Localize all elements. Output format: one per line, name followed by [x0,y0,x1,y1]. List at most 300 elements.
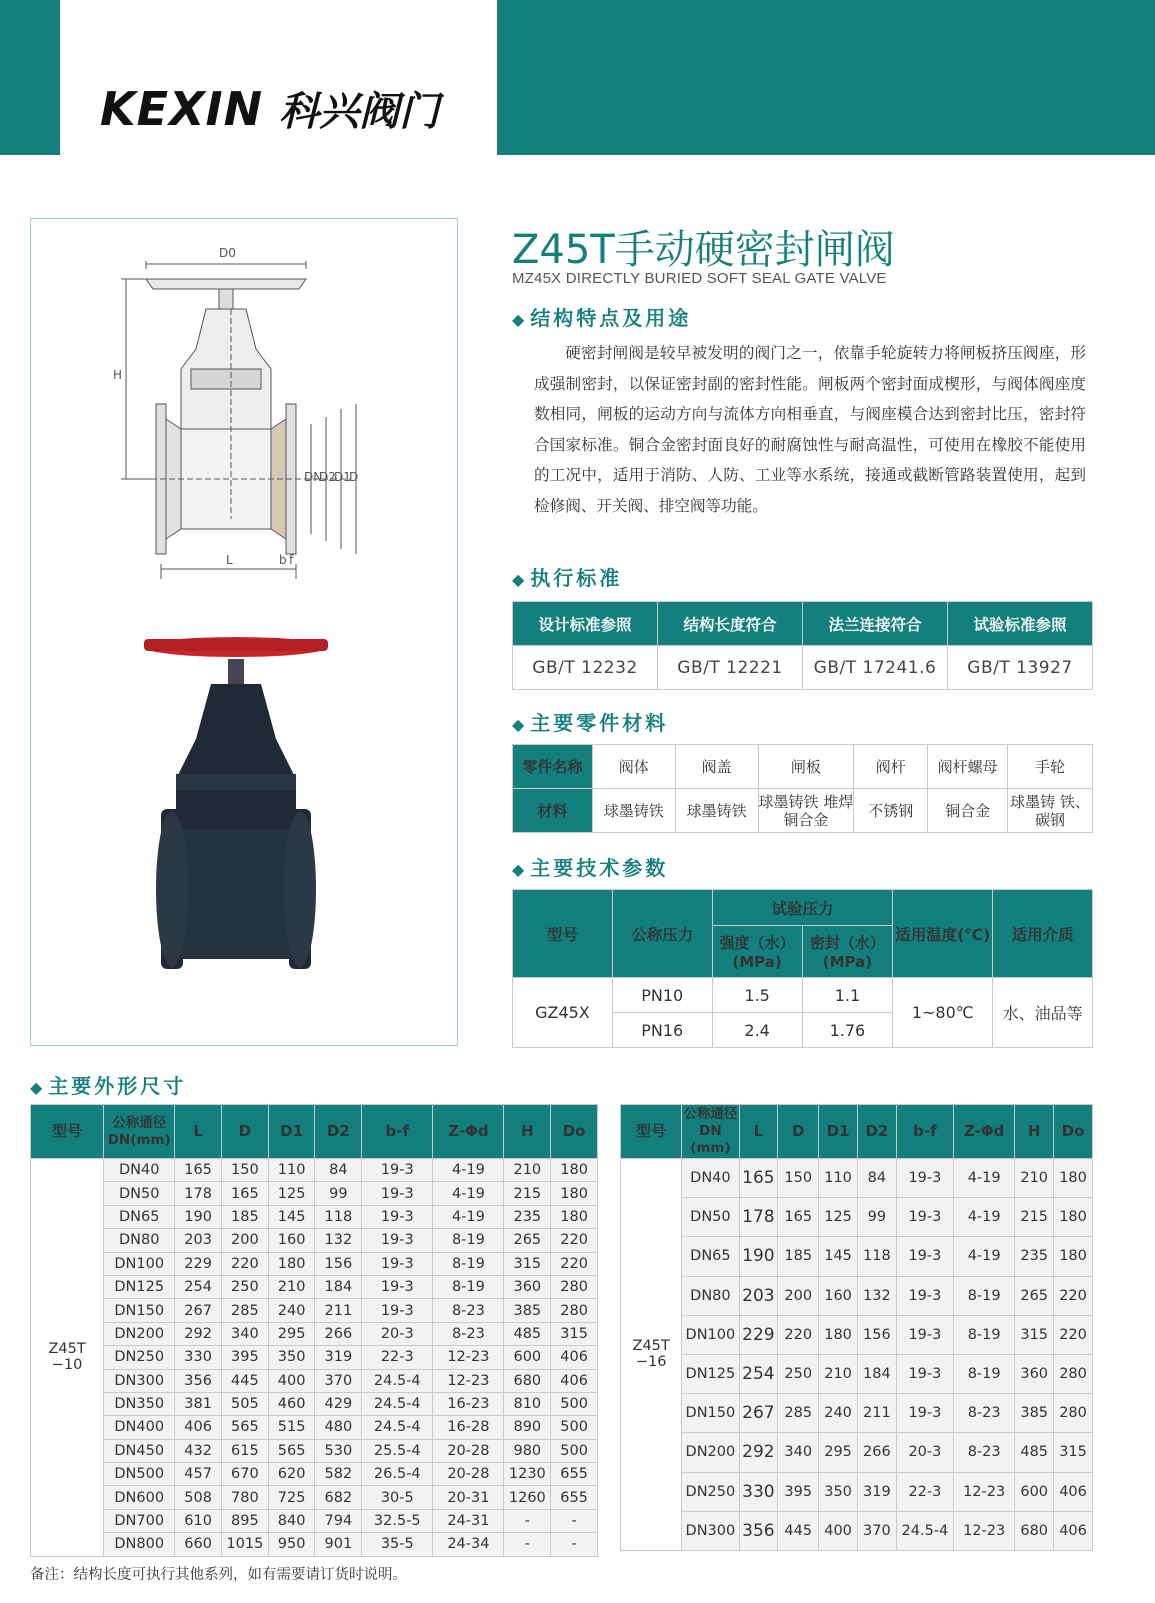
dim-cell: 156 [857,1315,896,1354]
dim-cell: 340 [778,1433,819,1472]
dim-cell: 220 [1054,1315,1093,1354]
dim-cell: 620 [268,1463,315,1486]
dim-cell: DN250 [104,1346,175,1369]
dim-cell: 180 [551,1205,598,1228]
dim-cell: DN125 [104,1275,175,1298]
dim-cell: 429 [315,1392,362,1415]
dim-cell: 4-19 [954,1159,1015,1198]
dim-cell: 210 [504,1159,551,1182]
dim-cell: DN150 [682,1394,739,1433]
section-heading-materials [512,707,668,736]
dim-cell: 165 [222,1182,269,1205]
dim-cell: 180 [819,1315,858,1354]
dim-cell: 395 [222,1346,269,1369]
dim-cell: 84 [857,1159,896,1198]
table-row [621,1511,1093,1550]
tech-strength: 2.4 [712,1013,802,1048]
table-row [31,1416,598,1439]
dim-cell: 211 [857,1394,896,1433]
dim-cell: 400 [819,1511,858,1550]
dim-cell: 8-23 [433,1299,504,1322]
dim-header: Z-Φd [954,1105,1015,1159]
dim-cell: 655 [551,1486,598,1509]
dim-cell: 901 [315,1533,362,1556]
dim-cell: DN150 [104,1299,175,1322]
dim-cell: 8-19 [433,1229,504,1252]
dim-cell: 19-3 [896,1394,953,1433]
dim-cell: 460 [268,1392,315,1415]
dim-cell: 110 [819,1159,858,1198]
dim-cell: 200 [222,1229,269,1252]
drawing-label-d1: D1 [334,470,351,484]
standards-header: 法兰连接符合 [803,602,948,646]
dim-cell: 360 [1015,1354,1054,1393]
dim-header: 型号 [31,1105,104,1159]
dim-cell: 8-23 [954,1433,1015,1472]
drawing-label-h: H [113,368,123,382]
dim-cell: 16-23 [433,1392,504,1415]
dim-cell: 19-3 [362,1205,433,1228]
tech-header: 密封（水）(MPa) [802,926,893,978]
tech-header: 型号 [513,890,613,978]
dim-cell: 267 [739,1394,778,1433]
tech-seal: 1.1 [802,978,893,1013]
dim-header: b-f [362,1105,433,1159]
part-name: 阀杆螺母 [928,745,1008,789]
dim-cell: DN100 [104,1252,175,1275]
dim-cell: 184 [857,1354,896,1393]
part-name: 阀盖 [675,745,758,789]
dim-cell: 315 [1015,1315,1054,1354]
table-row [31,1182,598,1205]
table-row [621,1237,1093,1276]
tech-header: 适用介质 [993,890,1093,978]
dim-cell: 20-31 [433,1486,504,1509]
dim-cell: 19-3 [896,1354,953,1393]
dim-cell: 1230 [504,1463,551,1486]
table-row [31,1509,598,1532]
dim-cell: 385 [504,1299,551,1322]
dim-cell: DN800 [104,1533,175,1556]
table-row [31,1159,598,1182]
dim-cell: 265 [504,1229,551,1252]
dim-cell: 295 [819,1433,858,1472]
dim-cell: 340 [222,1322,269,1345]
dim-cell: 8-19 [433,1252,504,1275]
dimensions-table-pn10 [30,1104,598,1557]
dim-header: Do [1054,1105,1093,1159]
dim-cell: 240 [819,1394,858,1433]
brand-logo [100,80,439,137]
dim-cell: 20-28 [433,1463,504,1486]
dim-model: Z45T −10 [31,1159,104,1557]
table-row [31,1439,598,1462]
logo-chinese: 科兴阀门 [279,89,440,135]
dim-cell: 84 [315,1159,362,1182]
product-title: Z45T手动硬密封闸阀 [512,227,895,273]
dim-cell: 660 [175,1533,222,1556]
dim-cell: 19-3 [362,1229,433,1252]
part-name: 手轮 [1008,745,1093,789]
dim-cell: DN500 [104,1463,175,1486]
tech-header: 试验压力 [712,890,893,926]
dim-cell: 215 [504,1182,551,1205]
standards-value: GB/T 13927 [948,646,1093,690]
dim-cell: 265 [1015,1276,1054,1315]
dim-cell: 200 [778,1276,819,1315]
dim-cell: 150 [778,1159,819,1198]
dim-cell: 980 [504,1439,551,1462]
dim-cell: 145 [819,1237,858,1276]
dim-cell: 457 [175,1463,222,1486]
dimensions-table-pn16 [620,1104,1093,1551]
dim-cell: 810 [504,1392,551,1415]
dim-cell: 24.5-4 [362,1416,433,1439]
product-photo [144,637,328,969]
drawing-label-b: b [279,553,287,567]
dim-header: 公称通径DN (mm) [682,1105,739,1159]
part-name: 阀体 [592,745,675,789]
dim-cell: 8-19 [954,1354,1015,1393]
dim-cell: 400 [268,1369,315,1392]
dim-cell: 445 [222,1369,269,1392]
diamond-icon: ◆ [512,715,525,734]
dim-cell: 24.5-4 [362,1369,433,1392]
dim-cell: 350 [819,1472,858,1511]
dim-cell: 655 [551,1463,598,1486]
dim-model: Z45T −16 [621,1159,682,1551]
dim-cell: 485 [504,1322,551,1345]
dim-cell: DN65 [104,1205,175,1228]
dim-cell: 565 [222,1416,269,1439]
dim-header: L [739,1105,778,1159]
dim-cell: 432 [175,1439,222,1462]
dim-cell: 16-28 [433,1416,504,1439]
header-right-bar [497,0,1155,155]
dim-cell: 350 [268,1346,315,1369]
dim-cell: DN600 [104,1486,175,1509]
drawing-label-l: L [226,553,233,567]
dim-cell: 4-19 [433,1205,504,1228]
dim-header: D1 [819,1105,858,1159]
product-subtitle: MZ45X DIRECTLY BURIED SOFT SEAL GATE VALVE [512,270,887,287]
dim-cell: 250 [222,1275,269,1298]
section-title: 主要零件材料 [530,711,669,735]
drawing-label-d2: D2 [319,470,336,484]
dim-cell: 682 [315,1486,362,1509]
dim-cell: 4-19 [954,1237,1015,1276]
standards-header: 设计标准参照 [513,602,658,646]
dim-cell: 370 [857,1511,896,1550]
technical-drawing [121,261,359,579]
table-row [31,1252,598,1275]
dim-cell: 445 [778,1511,819,1550]
dim-cell: 4-19 [954,1198,1015,1237]
dim-cell: 180 [551,1159,598,1182]
dim-cell: 406 [1054,1511,1093,1550]
tech-strength: 1.5 [712,978,802,1013]
dim-cell: 356 [175,1369,222,1392]
dim-cell: 610 [175,1509,222,1532]
dim-cell: 266 [857,1433,896,1472]
dim-cell: 360 [504,1275,551,1298]
dim-cell: 615 [222,1439,269,1462]
dim-cell: 254 [175,1275,222,1298]
dim-cell: 8-23 [433,1322,504,1345]
dim-cell: 395 [778,1472,819,1511]
dim-header: b-f [896,1105,953,1159]
dim-cell: 950 [268,1533,315,1556]
dim-header: Z-Φd [433,1105,504,1159]
dim-cell: 530 [315,1439,362,1462]
dim-cell: 160 [268,1229,315,1252]
table-row [31,1275,598,1298]
dim-cell: 292 [175,1322,222,1345]
dim-cell: 840 [268,1509,315,1532]
dim-cell: 285 [778,1394,819,1433]
table-row [31,1229,598,1252]
section-heading-tech [512,852,668,881]
materials-row-label: 零件名称 [513,745,593,789]
dim-cell: 185 [222,1205,269,1228]
dim-cell: 565 [268,1439,315,1462]
header-left-bar [0,0,60,155]
dim-header: D [778,1105,819,1159]
dim-cell: 381 [175,1392,222,1415]
drawing-label-f: f [289,553,294,567]
standards-value: GB/T 12221 [658,646,803,690]
dim-cell: 220 [222,1252,269,1275]
dim-header: L [175,1105,222,1159]
dim-header: 型号 [621,1105,682,1159]
section-title: 主要技术参数 [530,856,669,880]
dim-cell: 12-23 [433,1369,504,1392]
dim-cell: 24-31 [433,1509,504,1532]
material-value: 铜合金 [928,789,1008,833]
table-row [31,1486,598,1509]
dim-cell: 12-23 [433,1346,504,1369]
dim-cell: 20-28 [433,1439,504,1462]
dim-cell: - [551,1533,598,1556]
dim-cell: - [551,1509,598,1532]
dim-cell: 406 [551,1346,598,1369]
dim-cell: 12-23 [954,1511,1015,1550]
table-row [621,1315,1093,1354]
section-title: 主要外形尺寸 [48,1074,187,1098]
dim-cell: 8-19 [954,1315,1015,1354]
dim-cell: 20-3 [896,1433,953,1472]
tech-model: GZ45X [513,978,613,1048]
diamond-icon: ◆ [512,310,525,329]
dim-cell: 19-3 [362,1299,433,1322]
dim-cell: 20-3 [362,1322,433,1345]
table-row [621,1159,1093,1198]
dim-cell: 178 [175,1182,222,1205]
dim-cell: 315 [551,1322,598,1345]
dim-cell: 19-3 [896,1237,953,1276]
dim-cell: DN200 [104,1322,175,1345]
dim-cell: 280 [551,1299,598,1322]
dim-cell: 110 [268,1159,315,1182]
dim-cell: 180 [1054,1237,1093,1276]
dim-cell: 165 [778,1198,819,1237]
dim-cell: 235 [504,1205,551,1228]
dim-header: 公称通径DN(mm) [104,1105,175,1159]
dim-cell: 184 [315,1275,362,1298]
tech-temp: 1~80℃ [893,978,993,1048]
section-title: 结构特点及用途 [530,306,692,330]
dim-cell: 890 [504,1416,551,1439]
dim-cell: 165 [175,1159,222,1182]
tech-header: 强度（水）(MPa) [712,926,802,978]
tech-pn: PN10 [612,978,712,1013]
dim-cell: 215 [1015,1198,1054,1237]
dim-cell: DN80 [104,1229,175,1252]
dim-cell: 150 [222,1159,269,1182]
dim-cell: 185 [778,1237,819,1276]
dim-cell: 895 [222,1509,269,1532]
dim-cell: DN40 [104,1159,175,1182]
dim-cell: 356 [739,1511,778,1550]
dim-cell: 178 [739,1198,778,1237]
dim-cell: 725 [268,1486,315,1509]
dim-cell: 295 [268,1322,315,1345]
section-heading-features [512,302,691,331]
section-heading-standards [512,562,622,591]
dim-cell: 30-5 [362,1486,433,1509]
dim-cell: 508 [175,1486,222,1509]
tech-params-table [512,889,1093,1048]
dim-cell: 285 [222,1299,269,1322]
dim-cell: 235 [1015,1237,1054,1276]
standards-value: GB/T 12232 [513,646,658,690]
dim-cell: DN50 [104,1182,175,1205]
dim-cell: 229 [175,1252,222,1275]
dim-cell: 35-5 [362,1533,433,1556]
dim-cell: 210 [819,1354,858,1393]
dim-cell: 8-19 [433,1275,504,1298]
dim-cell: 1015 [222,1533,269,1556]
dim-cell: DN65 [682,1237,739,1276]
dim-cell: 203 [175,1229,222,1252]
dim-cell: DN250 [682,1472,739,1511]
dim-cell: 370 [315,1369,362,1392]
dim-cell: 220 [778,1315,819,1354]
table-row [31,1369,598,1392]
dim-cell: DN300 [104,1369,175,1392]
tech-medium: 水、油品等 [993,978,1093,1048]
dim-cell: 315 [1054,1433,1093,1472]
dim-cell: 180 [1054,1198,1093,1237]
dim-cell: 229 [739,1315,778,1354]
materials-row-label: 材料 [513,789,593,833]
diamond-icon: ◆ [512,860,525,879]
dim-cell: 266 [315,1322,362,1345]
dim-cell: 210 [1015,1159,1054,1198]
dim-cell: 670 [222,1463,269,1486]
dim-cell: 515 [268,1416,315,1439]
materials-table [512,744,1093,833]
dim-cell: DN300 [682,1511,739,1550]
material-value: 球墨铸 铁、碳钢 [1008,789,1093,833]
table-row [31,1346,598,1369]
dim-cell: 505 [222,1392,269,1415]
dim-cell: 4-19 [433,1182,504,1205]
table-row [621,1198,1093,1237]
standards-header: 试验标准参照 [948,602,1093,646]
material-value: 球墨铸铁 堆焊铜合金 [758,789,854,833]
table-row [31,1299,598,1322]
part-name: 阀杆 [854,745,928,789]
drawing-label-d0: D0 [219,246,236,260]
dim-cell: 280 [1054,1394,1093,1433]
dim-cell: 330 [739,1472,778,1511]
dim-header: D [222,1105,269,1159]
dim-cell: 19-3 [362,1182,433,1205]
dim-cell: 125 [268,1182,315,1205]
tech-header: 公称压力 [612,890,712,978]
dim-cell: 330 [175,1346,222,1369]
dim-cell: 406 [1054,1472,1093,1511]
table-row [31,1205,598,1228]
dim-cell: 250 [778,1354,819,1393]
dim-cell: DN50 [682,1198,739,1237]
dim-header: H [504,1105,551,1159]
dim-cell: 267 [175,1299,222,1322]
dim-cell: 132 [857,1276,896,1315]
table-row [621,1394,1093,1433]
dim-cell: 24.5-4 [896,1511,953,1550]
dim-cell: 406 [551,1369,598,1392]
dim-header: D1 [268,1105,315,1159]
dim-header: H [1015,1105,1054,1159]
dim-cell: 280 [1054,1354,1093,1393]
dim-cell: 12-23 [954,1472,1015,1511]
dim-cell: DN125 [682,1354,739,1393]
drawing-label-d: D [349,470,359,484]
dim-cell: 406 [175,1416,222,1439]
features-description: 硬密封闸阀是较早被发明的阀门之一，依靠手轮旋转力将闸板挤压阀座，形成强制密封，以保证密封副的密封性能。闸板两个密封面成楔形，与阀体阀座度数相同，闸板的运动方向与流体方向相垂直，与阀座模合达到密封比压，密封符合国家标准。铜合金密封面良好的耐腐蚀性与耐高温性，可使用在橡胶不能使用的工况中，适用于消防、人防、工业等水系统，接通或截断管路装置使用，起到检修阀、开关阀、排空阀等功能。 [534,344,1086,515]
dim-cell: 180 [268,1252,315,1275]
dim-cell: 118 [315,1205,362,1228]
dim-cell: 292 [739,1433,778,1472]
dim-cell: 485 [1015,1433,1054,1472]
dim-cell: 165 [739,1159,778,1198]
dim-cell: 8-23 [954,1394,1015,1433]
dim-cell: 500 [551,1439,598,1462]
dim-cell: 99 [315,1182,362,1205]
dim-cell: 180 [551,1182,598,1205]
product-image-panel [30,218,458,1046]
material-value: 球墨铸铁 [592,789,675,833]
dim-cell: 254 [739,1354,778,1393]
dim-cell: 19-3 [362,1159,433,1182]
dim-cell: 125 [819,1198,858,1237]
dim-cell: 794 [315,1509,362,1532]
dim-cell: 160 [819,1276,858,1315]
dim-cell: 220 [551,1229,598,1252]
logo-english: KEXIN [100,81,264,136]
standards-value: GB/T 17241.6 [803,646,948,690]
tech-header: 适用温度(℃) [893,890,993,978]
drawing-label-dn: DN [304,470,323,484]
table-row [621,1433,1093,1472]
dim-cell: DN40 [682,1159,739,1198]
dim-cell: 680 [504,1369,551,1392]
dim-cell: 220 [551,1252,598,1275]
dim-cell: 500 [551,1392,598,1415]
diamond-icon: ◆ [30,1078,43,1097]
